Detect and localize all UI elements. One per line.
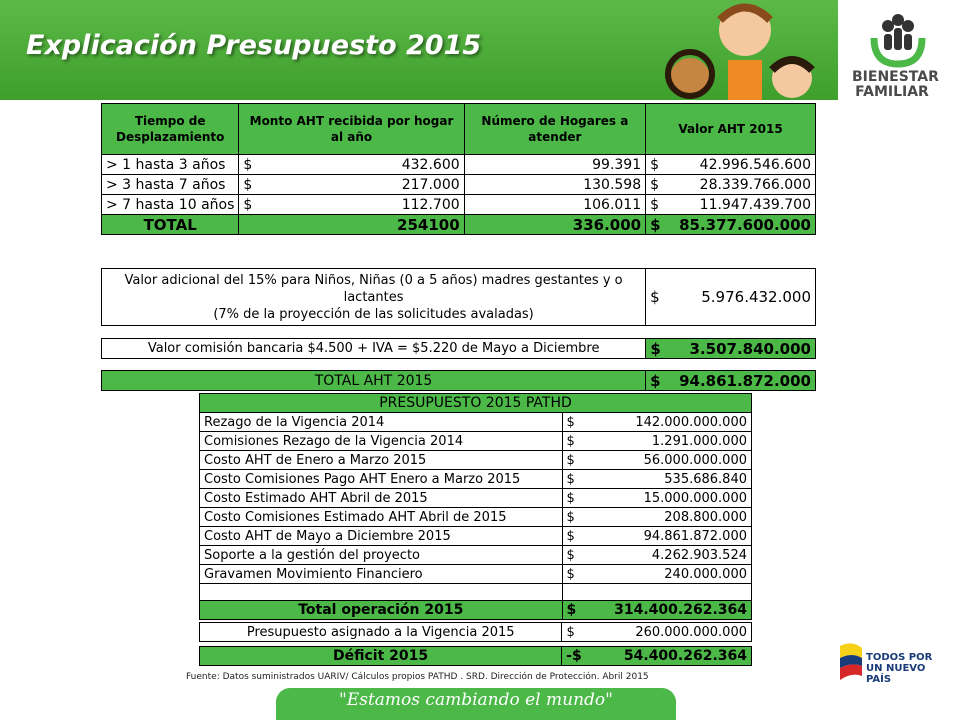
presupuesto-title: PRESUPUESTO 2015 PATHD <box>200 394 752 413</box>
table-row <box>200 470 752 489</box>
adicional-row <box>102 269 816 326</box>
comision-value: $ 3.507.840.000 <box>646 339 816 359</box>
gov-slogan: TODOS POR UN NUEVO PAÍS <box>866 652 933 685</box>
hogares-cell: 106.011 <box>464 195 645 215</box>
row-label: Costo AHT de Mayo a Diciembre 2015 <box>200 527 563 546</box>
row-value: $ 1.291.000.000 <box>562 432 751 451</box>
table-row <box>200 546 752 565</box>
row-value: $ 94.861.872.000 <box>562 527 751 546</box>
adicional-label: Valor adicional del 15% para Niños, Niñas (0 a 5 años) madres gestantes y o lactantes (7% de la proyección de las solicitudes avaladas) <box>102 269 646 326</box>
total-operacion-row <box>200 601 752 620</box>
deficit-row <box>200 647 752 666</box>
header-cell: Número de Hogares a atender <box>464 104 645 155</box>
aht-table <box>101 103 816 235</box>
row-label: > 7 hasta 10 años <box>102 195 239 215</box>
table-row <box>200 451 752 470</box>
total-hogares: 336.000 <box>464 215 645 235</box>
row-label: > 3 hasta 7 años <box>102 175 239 195</box>
hogares-cell: 130.598 <box>464 175 645 195</box>
blank-cell <box>562 584 751 601</box>
header-cell: Valor AHT 2015 <box>646 104 816 155</box>
comision-label: Valor comisión bancaria $4.500 + IVA = $5.220 de Mayo a Diciembre <box>102 339 646 359</box>
row-label: Costo Comisiones Estimado AHT Abril de 2015 <box>200 508 563 527</box>
bienestar-logo-icon <box>868 8 928 68</box>
page-title: Explicación Presupuesto 2015 <box>26 30 482 61</box>
monto-cell: $ 112.700 <box>239 195 464 215</box>
row-value: $ 4.262.903.524 <box>562 546 751 565</box>
row-value: $ 15.000.000.000 <box>562 489 751 508</box>
deficit-label: Déficit 2015 <box>200 647 562 666</box>
table-row <box>200 527 752 546</box>
row-label: Soporte a la gestión del proyecto <box>200 546 563 565</box>
valor-cell: $ 28.339.766.000 <box>646 175 816 195</box>
total-monto: 254100 <box>239 215 464 235</box>
presupuesto-title-row <box>200 394 752 413</box>
logo-text: BIENESTAR FAMILIAR <box>852 69 939 100</box>
asignado-value: $ 260.000.000.000 <box>562 623 752 642</box>
table-row <box>102 195 816 215</box>
valor-cell: $ 11.947.439.700 <box>646 195 816 215</box>
row-value: $ 535.686.840 <box>562 470 751 489</box>
table-row <box>200 413 752 432</box>
total-operacion-label: Total operación 2015 <box>200 601 563 620</box>
presupuesto-table <box>199 393 752 620</box>
blank-row <box>200 584 752 601</box>
row-label: Gravamen Movimiento Financiero <box>200 565 563 584</box>
table-row <box>200 432 752 451</box>
row-label: Costo AHT de Enero a Marzo 2015 <box>200 451 563 470</box>
asignado-label: Presupuesto asignado a la Vigencia 2015 <box>200 623 562 642</box>
row-label: > 1 hasta 3 años <box>102 155 239 175</box>
children-illustration <box>650 0 830 100</box>
total-aht-row <box>102 371 816 391</box>
monto-cell: $ 432.600 <box>239 155 464 175</box>
row-value: $ 208.800.000 <box>562 508 751 527</box>
row-label: Comisiones Rezago de la Vigencia 2014 <box>200 432 563 451</box>
total-aht-label: TOTAL AHT 2015 <box>102 371 646 391</box>
table-row <box>200 565 752 584</box>
row-value: $ 240.000.000 <box>562 565 751 584</box>
source-note: Fuente: Datos suministrados UARIV/ Cálculos propios PATHD . SRD. Dirección de Protección. Abril 2015 <box>186 672 649 682</box>
footer-slogan: "Estamos cambiando el mundo" <box>339 690 613 710</box>
adicional-value: $ 5.976.432.000 <box>646 269 816 326</box>
row-label: Costo Estimado AHT Abril de 2015 <box>200 489 563 508</box>
total-valor: $ 85.377.600.000 <box>646 215 816 235</box>
header-cell: Tiempo de Desplazamiento <box>102 104 239 155</box>
comision-table <box>101 338 816 359</box>
asignado-row <box>200 623 752 642</box>
total-row <box>102 215 816 235</box>
table-row <box>102 155 816 175</box>
deficit-value: -$ 54.400.262.364 <box>562 647 752 666</box>
total-aht-table <box>101 370 816 391</box>
monto-cell: $ 217.000 <box>239 175 464 195</box>
row-label: Costo Comisiones Pago AHT Enero a Marzo 2015 <box>200 470 563 489</box>
table-row <box>200 508 752 527</box>
valor-cell: $ 42.996.546.600 <box>646 155 816 175</box>
header-cell: Monto AHT recibida por hogar al año <box>239 104 464 155</box>
total-aht-value: $ 94.861.872.000 <box>646 371 816 391</box>
total-label: TOTAL <box>102 215 239 235</box>
table-row <box>102 175 816 195</box>
aht-table-header <box>102 104 816 155</box>
deficit-table <box>199 646 752 666</box>
row-value: $ 56.000.000.000 <box>562 451 751 470</box>
blank-cell <box>200 584 563 601</box>
comision-row <box>102 339 816 359</box>
adicional-table <box>101 268 816 326</box>
asignado-table <box>199 622 752 642</box>
table-row <box>200 489 752 508</box>
row-label: Rezago de la Vigencia 2014 <box>200 413 563 432</box>
hogares-cell: 99.391 <box>464 155 645 175</box>
row-value: $ 142.000.000.000 <box>562 413 751 432</box>
total-operacion-value: $ 314.400.262.364 <box>562 601 751 620</box>
